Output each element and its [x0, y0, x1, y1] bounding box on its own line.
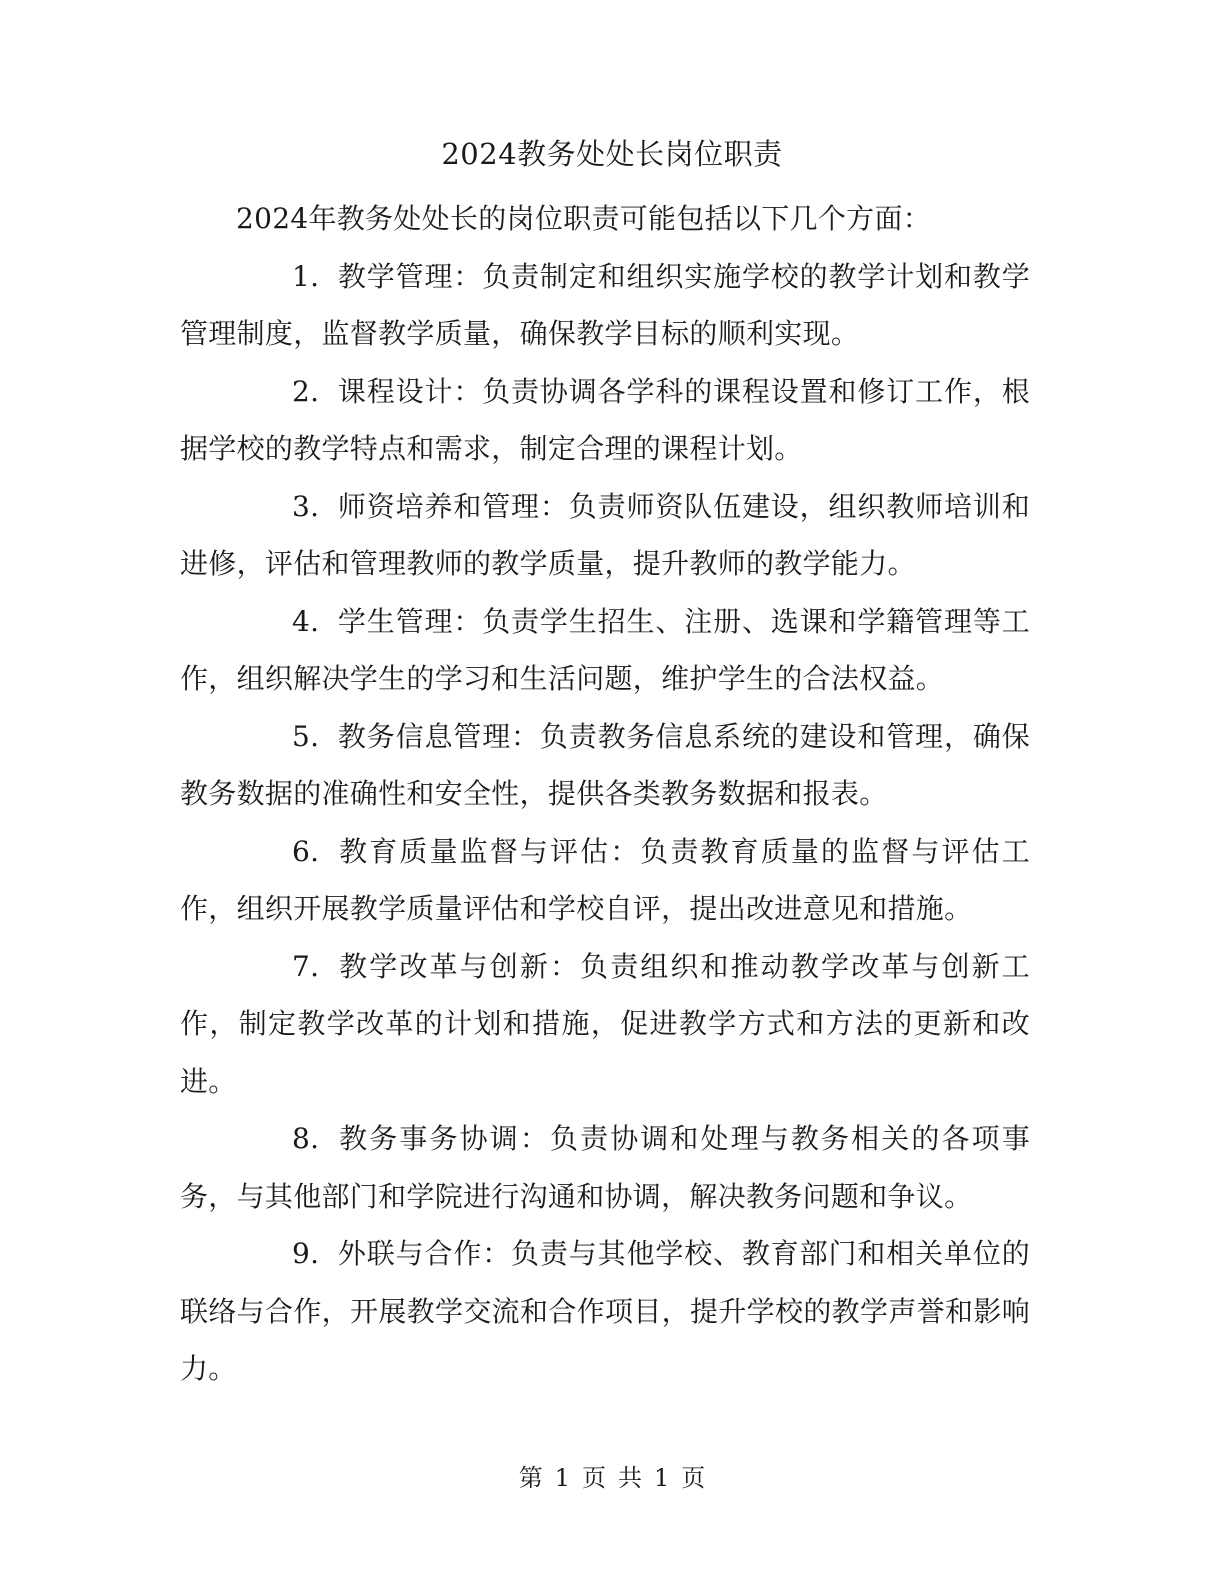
item-text: 课程设计：负责协调各学科的课程设置和修订工作，根据学校的教学特点和需求，制定合理的课程计划。: [180, 374, 1030, 465]
list-item: [180, 248, 1030, 363]
footer-total-prefix: 共: [618, 1464, 642, 1492]
item-number: 3.: [292, 489, 320, 523]
item-number: 7.: [292, 949, 320, 983]
item-number: 9.: [292, 1237, 320, 1270]
footer-page-word: 页: [582, 1464, 606, 1492]
item-text: 教学改革与创新：负责组织和推动教学改革与创新工作，制定教学改革的计划和措施，促进教学方式和方法的更新和改进。: [180, 949, 1030, 1098]
item-number: 5.: [292, 719, 320, 753]
item-text: 学生管理：负责学生招生、注册、选课和学籍管理等工作，组织解决学生的学习和生活问题，维护学生的合法权益。: [180, 604, 1030, 695]
item-number: 4.: [292, 604, 320, 638]
item-text: 外联与合作：负责与其他学校、教育部门和相关单位的联络与合作，开展教学交流和合作项目，提升学校的教学声誉和影响力。: [180, 1237, 1030, 1385]
footer-total-pages: 1: [654, 1464, 670, 1492]
list-item: [180, 1110, 1030, 1225]
item-text: 教学管理：负责制定和组织实施学校的教学计划和教学管理制度，监督教学质量，确保教学目标的顺利实现。: [180, 259, 1030, 350]
item-text: 教务事务协调：负责协调和处理与教务相关的各项事务，与其他部门和学院进行沟通和协调，解决教务问题和争议。: [180, 1122, 1030, 1213]
footer-prefix: 第: [518, 1464, 543, 1492]
item-text: 教育质量监督与评估：负责教育质量的监督与评估工作，组织开展教学质量评估和学校自评，提出改进意见和措施。: [180, 834, 1030, 925]
document-title: 2024教务处处长岗位职责: [441, 137, 783, 171]
footer-total-suffix: 页: [681, 1464, 706, 1492]
list-item: [180, 708, 1030, 823]
list-item: [180, 363, 1030, 478]
item-text: 教务信息管理：负责教务信息系统的建设和管理，确保教务数据的准确性和安全性，提供各类教务数据和报表。: [180, 719, 1030, 810]
item-number: 1.: [292, 259, 320, 293]
document-body: [180, 190, 1030, 1398]
list-item: [180, 478, 1030, 593]
list-item: [180, 1225, 1030, 1398]
item-number: 2.: [292, 374, 320, 408]
item-number: 8.: [292, 1122, 320, 1155]
item-text: 师资培养和管理：负责师资队伍建设，组织教师培训和进修，评估和管理教师的教学质量，提升教师的教学能力。: [180, 489, 1030, 580]
page-footer: [0, 1462, 1224, 1494]
list-item: [180, 823, 1030, 938]
list-item: [180, 593, 1030, 708]
list-item: [180, 938, 1030, 1111]
intro-paragraph: 2024年教务处处长的岗位职责可能包括以下几个方面：: [236, 202, 932, 235]
footer-current-page: 1: [554, 1464, 570, 1492]
item-number: 6.: [292, 834, 320, 868]
